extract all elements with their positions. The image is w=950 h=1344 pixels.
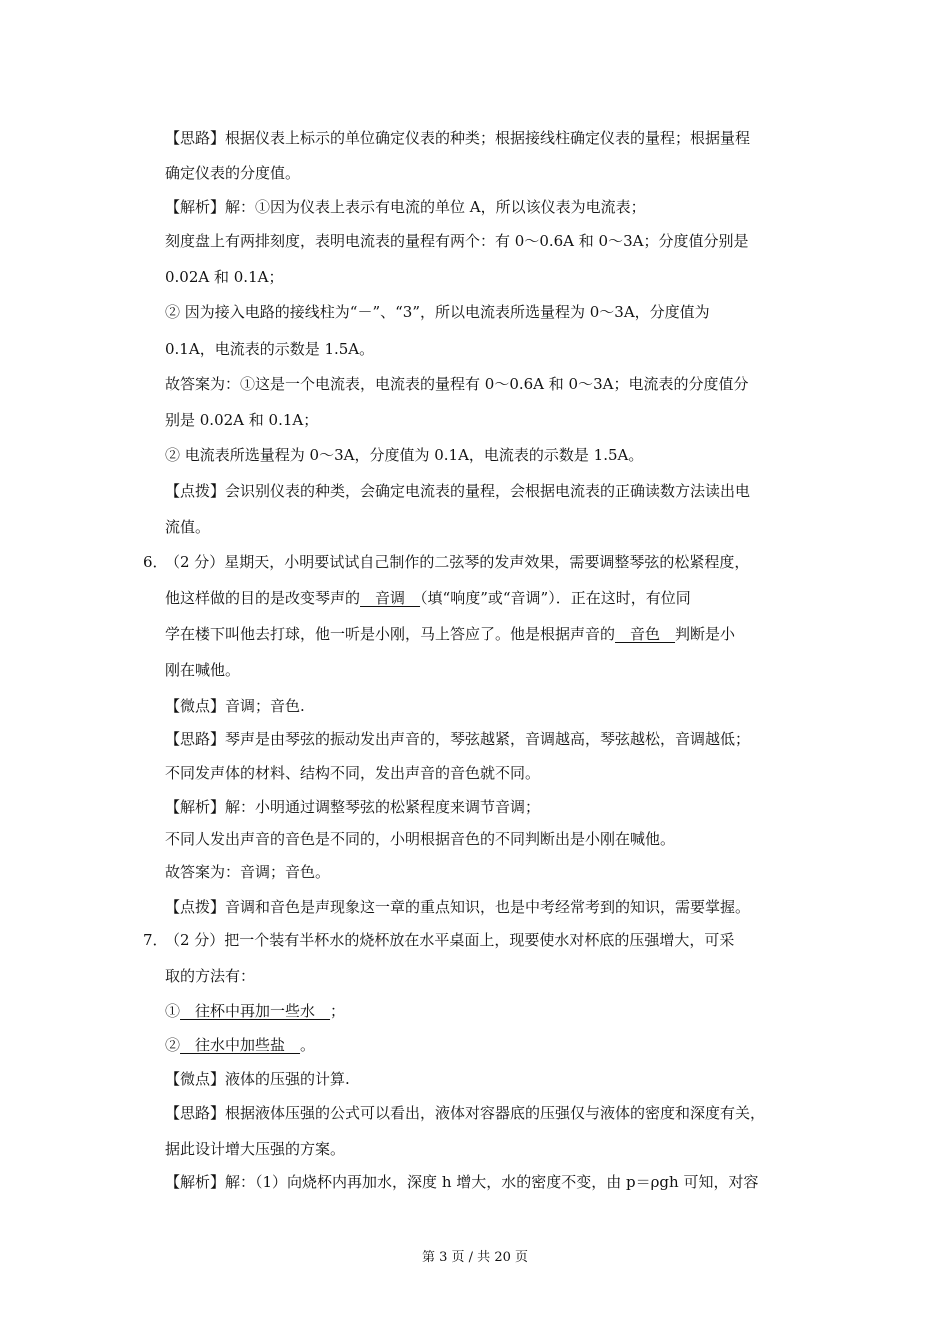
text-line: 故答案为：音调；音色。 — [165, 863, 331, 881]
text-span: ； — [330, 1002, 346, 1020]
page-footer: 第 3 页 / 共 20 页 — [422, 1250, 528, 1265]
text-line: 【解析】解：小明通过调整琴弦的松紧程度来调节音调； — [165, 798, 541, 816]
question-number: 6． — [143, 553, 168, 571]
answer-blank: 音色 — [615, 625, 676, 643]
text-line: 取的方法有： — [165, 967, 256, 985]
text-span: 判断是小 — [675, 625, 736, 643]
text-line — [165, 624, 735, 644]
text-line: 【思路】根据液体压强的公式可以看出，液体对容器底的压强仅与液体的密度和深度有关， — [165, 1104, 766, 1122]
text-line: 【微点】音调；音色. — [165, 697, 305, 715]
text-line: 【思路】根据仪表上标示的单位确定仪表的种类；根据接线柱确定仪表的量程；根据量程 — [165, 129, 751, 147]
text-line: 0.1A，电流表的示数是 1.5A。 — [165, 340, 375, 358]
text-line: 别是 0.02A 和 0.1A； — [165, 411, 319, 429]
text-line: 0.02A 和 0.1A； — [165, 268, 284, 286]
text-line — [165, 1001, 345, 1021]
text-line: 刻度盘上有两排刻度，表明电流表的量程有两个：有 0～0.6A 和 0～3A；分度值分别是 — [165, 232, 749, 250]
answer-blank: 往杯中再加一些水 — [180, 1002, 331, 1020]
text-line: ② 电流表所选量程为 0～3A，分度值为 0.1A，电流表的示数是 1.5A。 — [165, 446, 644, 464]
answer-blank: 往水中加些盐 — [180, 1036, 301, 1054]
text-span: 。 — [300, 1036, 316, 1054]
text-line: ② 因为接入电路的接线柱为“－”、“3”，所以电流表所选量程为 0～3A，分度值为 — [165, 303, 710, 321]
text-line: 不同人发出声音的音色是不同的，小明根据音色的不同判断出是小刚在喊他。 — [165, 830, 676, 848]
text-line: 据此设计增大压强的方案。 — [165, 1140, 346, 1158]
answer-blank: 音调 — [360, 589, 421, 607]
circled-number: ② — [165, 1036, 181, 1054]
text-line: （2 分）星期天，小明要试试自己制作的二弦琴的发声效果，需要调整琴弦的松紧程度， — [165, 553, 750, 571]
text-line: 故答案为：①这是一个电流表，电流表的量程有 0～0.6A 和 0～3A；电流表的分度值分 — [165, 375, 749, 393]
text-line: 流值。 — [165, 518, 211, 536]
text-span: （填“响度”或“音调”）．正在这时，有位同 — [420, 589, 691, 607]
text-line: 【点拨】音调和音色是声现象这一章的重点知识，也是中考经常考到的知识，需要掌握。 — [165, 898, 751, 916]
text-line: 刚在喊他。 — [165, 661, 241, 679]
text-line: 【思路】琴声是由琴弦的振动发出声音的，琴弦越紧，音调越高，琴弦越松，音调越低； — [165, 730, 751, 748]
question-number: 7． — [143, 931, 168, 949]
text-span: 学在楼下叫他去打球，他一听是小刚，马上答应了。他是根据声音的 — [165, 625, 616, 643]
text-line: 确定仪表的分度值。 — [165, 164, 301, 182]
text-line: 不同发声体的材料、结构不同，发出声音的音色就不同。 — [165, 764, 541, 782]
circled-number: ① — [165, 1002, 181, 1020]
text-line — [165, 1035, 315, 1055]
text-line — [165, 588, 691, 608]
text-line: （2 分）把一个装有半杯水的烧杯放在水平桌面上，现要使水对杯底的压强增大，可采 — [165, 931, 735, 949]
text-line: 【解析】解：①因为仪表上表示有电流的单位 A，所以该仪表为电流表； — [165, 198, 646, 216]
text-line: 【微点】液体的压强的计算. — [165, 1070, 350, 1088]
text-span: 他这样做的目的是改变琴声的 — [165, 589, 361, 607]
text-line: 【点拨】会识别仪表的种类，会确定电流表的量程，会根据电流表的正确读数方法读出电 — [165, 482, 751, 500]
text-line: 【解析】解：（1）向烧杯内再加水，深度 h 增大，水的密度不变，由 p＝ρgh 可知，对容 — [165, 1173, 759, 1191]
